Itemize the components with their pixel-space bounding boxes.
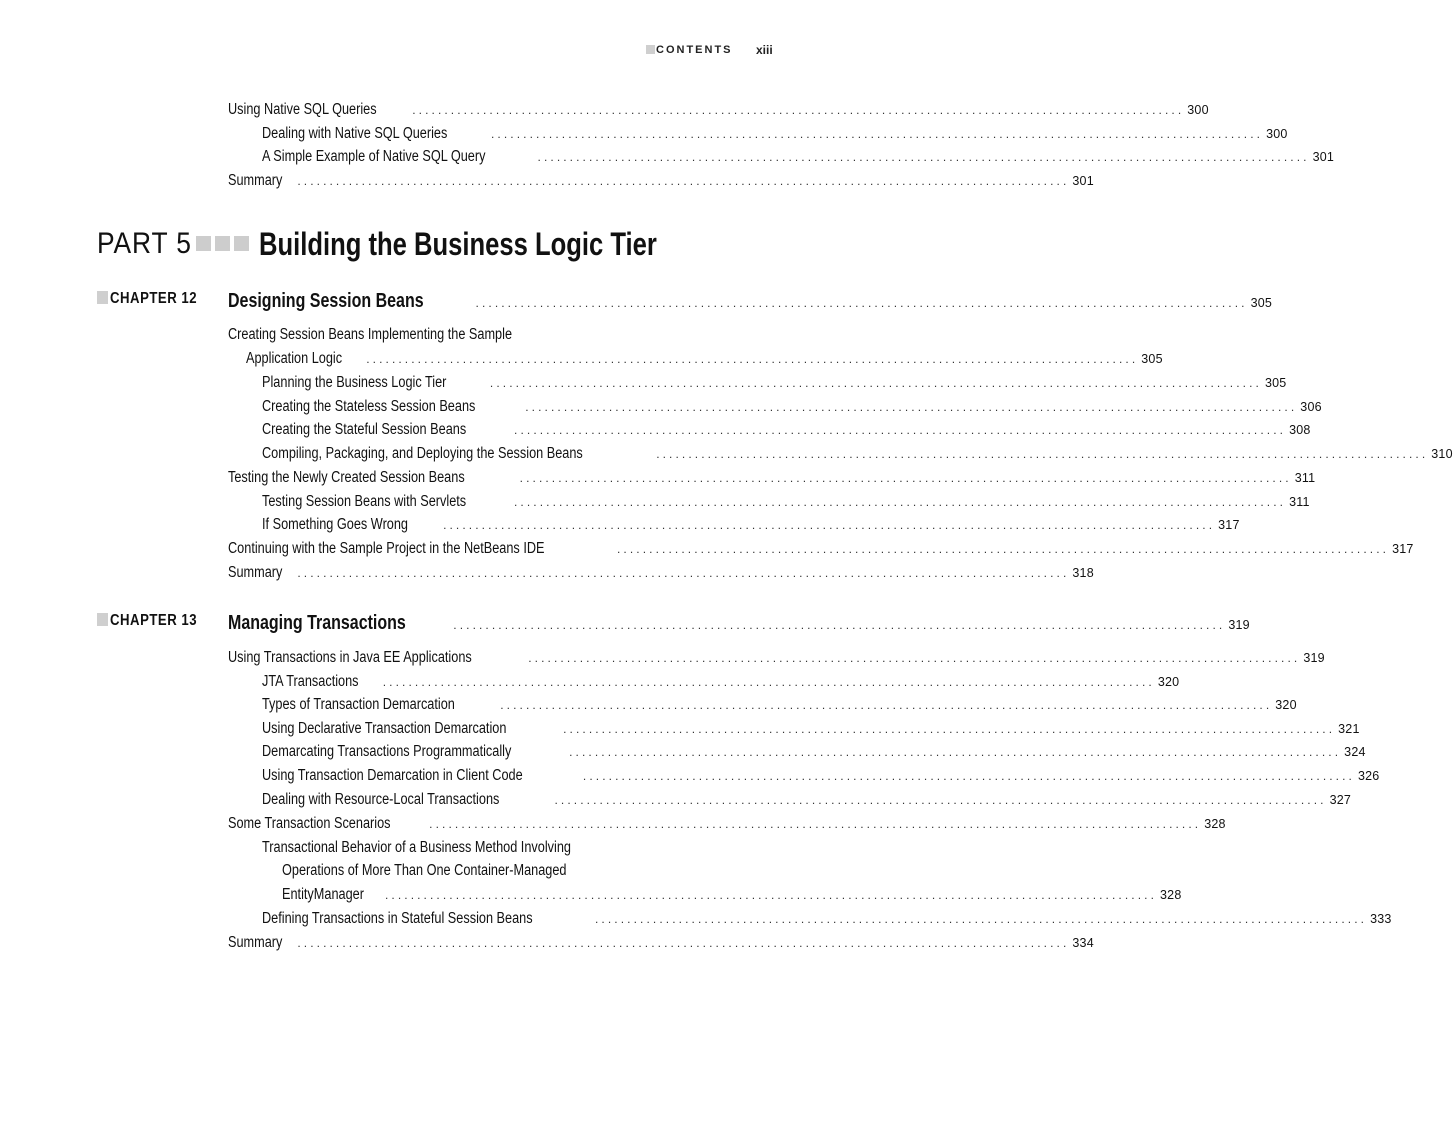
dot-leader: ........................................................................................................................ (519, 471, 1292, 485)
chapter-page: 319 (1228, 618, 1250, 632)
dot-leader: ........................................................................................................................ (475, 296, 1248, 310)
chapter-12-label-text: CHAPTER 12 (110, 290, 198, 307)
toc-entry[interactable] (262, 741, 1366, 763)
toc-entry[interactable] (228, 562, 1094, 584)
toc-entry[interactable] (262, 123, 1288, 145)
toc-entry (262, 837, 711, 859)
toc-entry-title: Using Declarative Transaction Demarcation (262, 720, 507, 737)
toc-entry-title: A Simple Example of Native SQL Query (262, 148, 486, 165)
toc-entry-page: 305 (1141, 352, 1163, 366)
toc-entry-title: Continuing with the Sample Project in the NetBeans IDE (228, 540, 545, 557)
chapter-13-title-entry[interactable] (228, 610, 1250, 636)
toc-entry-title: Defining Transactions in Stateful Session Beans (262, 910, 533, 927)
part-ornament-icon (196, 236, 249, 252)
toc-entry-title: Summary (228, 934, 283, 951)
toc-entry-page: 301 (1312, 150, 1335, 164)
toc-entry-title: Operations of More Than One Container-Managed (282, 862, 567, 879)
toc-entry-title: Creating Session Beans Implementing the Sample (228, 326, 513, 343)
toc-entry[interactable] (262, 908, 1392, 930)
toc-entry (228, 324, 711, 346)
dot-leader: ........................................................................................................................ (537, 150, 1310, 164)
toc-entry[interactable] (262, 491, 1310, 513)
part-title (259, 224, 756, 264)
chapter-ornament-icon (97, 291, 108, 304)
dot-leader: ........................................................................................................................ (563, 722, 1336, 736)
toc-entry-title: EntityManager (282, 886, 364, 903)
toc-entry[interactable] (282, 884, 1182, 906)
toc-entry-title: Using Transactions in Java EE Applications (228, 649, 472, 666)
toc-entry[interactable] (262, 718, 1360, 740)
toc-entry-title: Summary (228, 172, 283, 189)
chapter-12-title-entry[interactable] (228, 288, 1273, 314)
toc-entry (282, 860, 711, 882)
toc-entry-page: 328 (1204, 817, 1226, 831)
dot-leader: ........................................................................................................................ (528, 651, 1301, 665)
toc-entry-page: 300 (1266, 127, 1288, 141)
toc-entry-page: 319 (1303, 651, 1325, 665)
toc-entry-page: 333 (1370, 912, 1392, 926)
running-header-section (646, 44, 733, 56)
toc-entry[interactable] (262, 765, 1380, 787)
toc-entry-title: Creating the Stateful Session Beans (262, 421, 467, 438)
header-ornament-icon (646, 45, 655, 54)
toc-entry[interactable] (246, 348, 1163, 370)
dot-leader: ........................................................................................................................ (500, 698, 1273, 712)
header-section-text: CONTENTS (656, 44, 733, 56)
toc-entry[interactable] (228, 813, 1226, 835)
toc-entry[interactable] (262, 671, 1180, 693)
dot-leader: ........................................................................................................................ (489, 376, 1262, 390)
dot-leader: ........................................................................................................................ (429, 817, 1202, 831)
dot-leader: ........................................................................................................................ (443, 518, 1216, 532)
dot-leader: ........................................................................................................................ (453, 618, 1226, 632)
chapter-ornament-icon (97, 613, 108, 626)
toc-entry[interactable] (262, 514, 1240, 536)
toc-entry-title: Types of Transaction Demarcation (262, 696, 455, 713)
toc-entry-title: Compiling, Packaging, and Deploying the Session Beans (262, 445, 583, 462)
toc-entry-title: Transactional Behavior of a Business Method Involving (262, 839, 571, 856)
running-header-page-number: xiii (756, 43, 773, 57)
toc-entry[interactable] (262, 443, 1453, 465)
chapter-title: Managing Transactions (228, 612, 406, 634)
dot-leader: ........................................................................................................................ (382, 675, 1155, 689)
dot-leader: ........................................................................................................................ (656, 447, 1429, 461)
toc-entry-title: Dealing with Native SQL Queries (262, 125, 448, 142)
toc-entry-page: 311 (1289, 495, 1310, 509)
toc-entry-page: 320 (1275, 698, 1297, 712)
toc-entry-page: 300 (1187, 103, 1209, 117)
toc-entry-page: 326 (1357, 769, 1380, 783)
toc-entry-title: Dealing with Resource-Local Transactions (262, 791, 500, 808)
toc-entry-page: 301 (1072, 174, 1094, 188)
toc-entry-page: 334 (1072, 936, 1094, 950)
toc-entry[interactable] (228, 538, 1414, 560)
dot-leader: ........................................................................................................................ (297, 566, 1070, 580)
dot-leader: ........................................................................................................................ (569, 745, 1342, 759)
toc-entry[interactable] (228, 467, 1316, 489)
toc-entry-title: Testing Session Beans with Servlets (262, 493, 467, 510)
part-label (97, 226, 205, 262)
toc-entry[interactable] (228, 170, 1094, 192)
toc-entry-page: 317 (1392, 542, 1414, 556)
toc-entry-page: 321 (1338, 722, 1360, 736)
toc-entry-title: Testing the Newly Created Session Beans (228, 469, 465, 486)
chapter-title: Designing Session Beans (228, 290, 424, 312)
toc-entry-title: Some Transaction Scenarios (228, 815, 391, 832)
toc-entry[interactable] (228, 932, 1094, 954)
toc-entry-title: Using Native SQL Queries (228, 101, 377, 118)
toc-entry-title: Creating the Stateless Session Beans (262, 398, 476, 415)
chapter-12-label (97, 290, 212, 308)
toc-entry-page: 328 (1160, 888, 1182, 902)
dot-leader: ........................................................................................................................ (366, 352, 1139, 366)
toc-entry-page: 327 (1329, 793, 1352, 807)
toc-entry[interactable] (228, 647, 1325, 669)
chapter-13-label (97, 612, 212, 630)
toc-entry[interactable] (262, 372, 1287, 394)
toc-entry-title: Using Transaction Demarcation in Client Code (262, 767, 523, 784)
dot-leader: ........................................................................................................................ (513, 495, 1287, 509)
dot-leader: ........................................................................................................................ (384, 888, 1158, 902)
dot-leader: ........................................................................................................................ (297, 174, 1070, 188)
part-label-text: PART 5 (97, 227, 192, 260)
toc-entry-page: 324 (1344, 745, 1366, 759)
toc-entry-page: 306 (1300, 400, 1322, 414)
toc-entry-title: If Something Goes Wrong (262, 516, 409, 533)
dot-leader: ........................................................................................................................ (582, 769, 1355, 783)
dot-leader: ........................................................................................................................ (412, 103, 1185, 117)
toc-entry-page: 305 (1264, 376, 1287, 390)
toc-entry-title: Application Logic (246, 350, 343, 367)
dot-leader: ........................................................................................................................ (617, 542, 1390, 556)
dot-leader: ........................................................................................................................ (554, 793, 1327, 807)
toc-entry-page: 311 (1294, 471, 1316, 485)
toc-entry[interactable] (262, 694, 1297, 716)
chapter-page: 305 (1250, 296, 1273, 310)
toc-entry-page: 308 (1289, 423, 1311, 437)
dot-leader: ........................................................................................................................ (297, 936, 1070, 950)
toc-entry-page: 320 (1157, 675, 1180, 689)
part-title-text: Building the Business Logic Tier (259, 226, 657, 262)
dot-leader: ........................................................................................................................ (595, 912, 1368, 926)
toc-entry-title: Demarcating Transactions Programmatically (262, 743, 512, 760)
toc-entry-title: Planning the Business Logic Tier (262, 374, 447, 391)
toc-entry-page: 317 (1218, 518, 1240, 532)
toc-entry[interactable] (262, 396, 1322, 418)
dot-leader: ........................................................................................................................ (491, 127, 1264, 141)
toc-entry-page: 310 (1431, 447, 1453, 461)
toc-entry[interactable] (262, 419, 1311, 441)
toc-entry[interactable] (262, 789, 1352, 811)
toc-entry[interactable] (228, 99, 1209, 121)
toc-entry-title: Summary (228, 564, 283, 581)
chapter-13-label-text: CHAPTER 13 (110, 612, 198, 629)
dot-leader: ........................................................................................................................ (525, 400, 1298, 414)
toc-entry[interactable] (262, 146, 1335, 168)
toc-entry-page: 318 (1072, 566, 1094, 580)
toc-entry-title: JTA Transactions (262, 673, 359, 690)
dot-leader: ........................................................................................................................ (514, 423, 1287, 437)
